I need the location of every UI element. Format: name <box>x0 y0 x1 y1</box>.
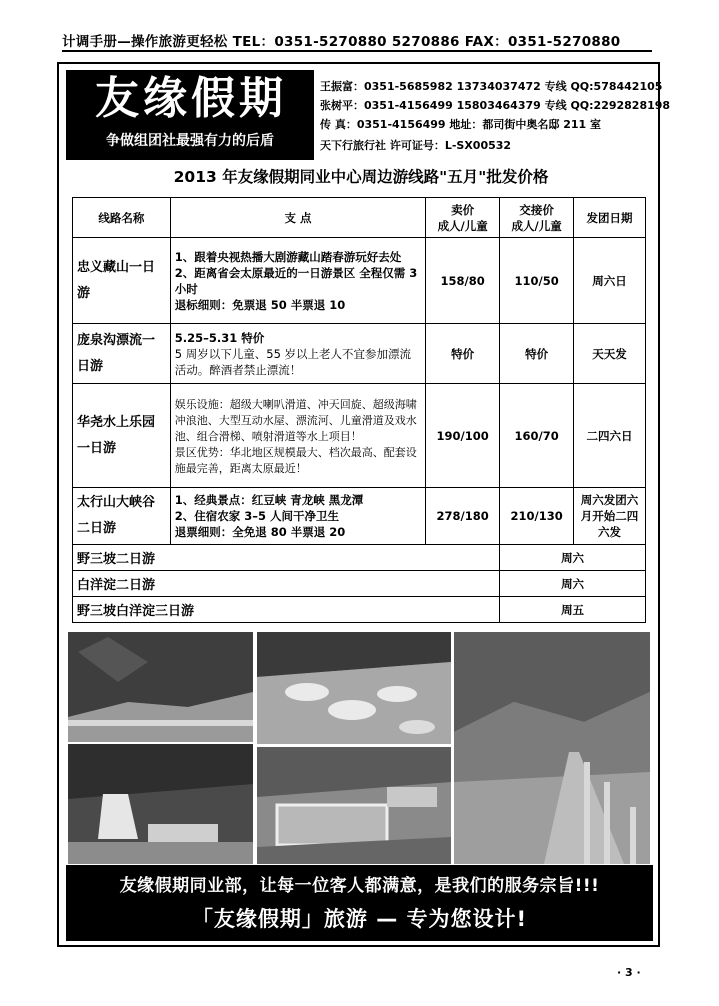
header-divider <box>62 50 652 52</box>
table-row <box>73 597 646 623</box>
price-table <box>72 197 646 623</box>
contact-line: 王振富：0351-5685982 13734037472 专线 QQ:578442105 <box>320 80 663 93</box>
trade-price: 110/50 <box>500 238 574 324</box>
route-name: 野三坡二日游 <box>73 545 500 571</box>
header-trade-price: 交接价 成人/儿童 <box>500 198 574 238</box>
route-highlights: 5.25–5.31 特价 5 周岁以下儿童、55 岁以上老人不宜参加漂流活动。醉酒者禁止漂流！ <box>170 324 425 384</box>
brand-slogan: 争做组团社最强有力的后盾 <box>106 133 274 149</box>
header-sell-price: 卖价 成人/儿童 <box>426 198 500 238</box>
route-name: 白洋淀二日游 <box>73 571 500 597</box>
table-row <box>73 384 646 488</box>
header-contact-line: 计调手册—操作旅游更轻松 TEL：0351-5270880 5270886 FAX：0351-5270880 <box>62 34 621 50</box>
route-highlights: 娱乐设施：超级大喇叭滑道、冲天回旋、超级海啸冲浪池、大型互动水屋、漂流河、儿童滑道及戏水池、组合滑梯、喷射滑道等水上项目！ 景区优势：华北地区规模最大、档次最高、配套设施最完善，距离太原最近！ <box>170 384 425 488</box>
trade-price: 210/130 <box>500 488 574 545</box>
brand-block <box>66 70 314 160</box>
sell-price: 190/100 <box>426 384 500 488</box>
depart-date: 周六 <box>500 571 646 597</box>
waterfall-photo <box>68 744 253 864</box>
cliff-road-photo <box>68 632 253 742</box>
table-row <box>73 488 646 545</box>
table-row <box>73 324 646 384</box>
footer-banner <box>66 865 653 941</box>
route-name: 庞泉沟漂流一日游 <box>73 324 171 384</box>
header-depart-date: 发团日期 <box>574 198 646 238</box>
water-park-photo <box>257 747 451 864</box>
footer-motto: 友缘假期同业部，让每一位客人都满意，是我们的服务宗旨!!! <box>119 876 600 896</box>
header-highlights: 支 点 <box>170 198 425 238</box>
depart-date: 周六 <box>500 545 646 571</box>
route-highlights: 1、跟着央视热播大剧游藏山踏春游玩好去处 2、距离省会太原最近的一日游景区 全程仅需 3 小时 退标细则：免票退 50 半票退 10 <box>170 238 425 324</box>
route-name: 忠义藏山一日游 <box>73 238 171 324</box>
depart-date: 周六发团六月开始二四六发 <box>574 488 646 545</box>
header-route: 线路名称 <box>73 198 171 238</box>
sell-price: 158/80 <box>426 238 500 324</box>
brand-name: 友缘假期 <box>95 73 287 124</box>
depart-date: 周六日 <box>574 238 646 324</box>
depart-date: 天天发 <box>574 324 646 384</box>
contact-line: 张树平：0351-4156499 15803464379 专线 QQ:2292828198 <box>320 99 671 112</box>
route-name: 华尧水上乐园一日游 <box>73 384 171 488</box>
page-number: · 3 · <box>617 966 641 979</box>
table-row <box>73 238 646 324</box>
route-name: 太行山大峡谷二日游 <box>73 488 171 545</box>
depart-date: 周五 <box>500 597 646 623</box>
contact-line: 天下行旅行社 许可证号：L-SX00532 <box>320 139 512 152</box>
depart-date: 二四六日 <box>574 384 646 488</box>
table-header-row <box>73 198 646 238</box>
contact-line: 传 真：0351-4156499 地址：都司街中奥名邸 211 室 <box>320 118 602 131</box>
page-title: 2013 年友缘假期同业中心周边游线路"五月"批发价格 <box>173 168 549 186</box>
mountain-trail-photo <box>454 632 650 864</box>
route-name: 野三坡白洋淀三日游 <box>73 597 500 623</box>
rafting-photo <box>257 632 451 744</box>
sell-price: 特价 <box>426 324 500 384</box>
route-highlights: 1、经典景点：红豆峡 青龙峡 黑龙潭 2、住宿农家 3–5 人间干净卫生 退票细则：全免退 80 半票退 20 <box>170 488 425 545</box>
trade-price: 160/70 <box>500 384 574 488</box>
trade-price: 特价 <box>500 324 574 384</box>
table-row <box>73 545 646 571</box>
table-row <box>73 571 646 597</box>
photo-collage <box>68 632 650 864</box>
footer-tagline: 「友缘假期」旅游 — 专为您设计! <box>191 907 528 931</box>
sell-price: 278/180 <box>426 488 500 545</box>
